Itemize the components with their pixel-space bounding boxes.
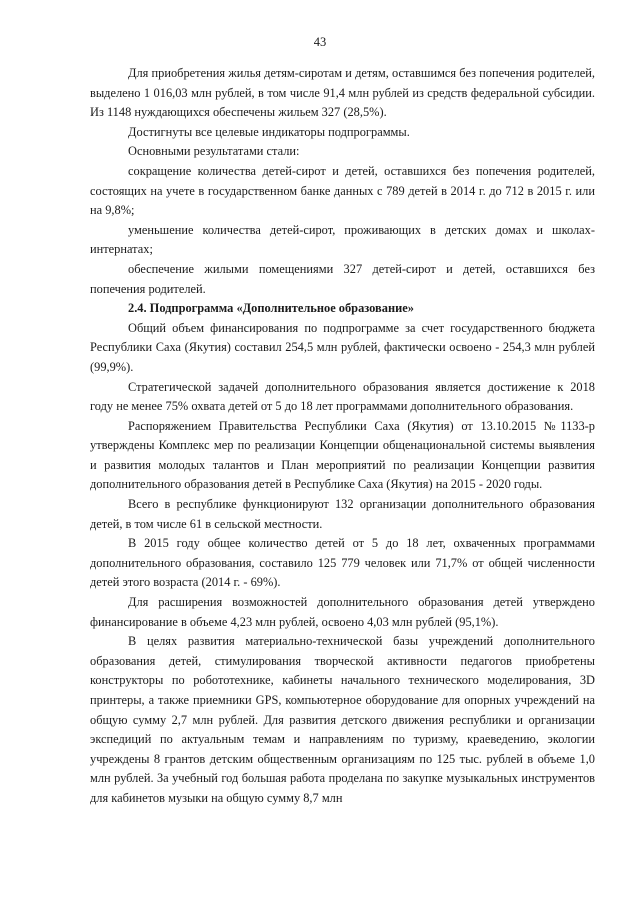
paragraph: Общий объем финансирования по подпрограмме за счет государственного бюджета Республики Саха (Якутия) составил 254,5 млн рублей, фактически освоено - 254,3 млн рублей (99,9%). — [90, 320, 595, 374]
paragraph: Основными результатами стали: — [128, 144, 300, 159]
paragraph: Достигнуты все целевые индикаторы подпрограммы. — [128, 124, 410, 139]
section-heading: 2.4. Подпрограмма «Дополнительное образование» — [128, 301, 414, 316]
paragraph: уменьшение количества детей-сирот, проживающих в детских домах и школах-интернатах; — [90, 222, 595, 257]
paragraph: сокращение количества детей-сирот и детей, оставшихся без попечения родителей, состоящих на учете в государственном банке данных с 789 детей в 2014 г. до 712 в 2015 г. или на 9,8%; — [90, 163, 595, 218]
paragraph: Для приобретения жилья детям-сиротам и детям, оставшимся без попечения родителей, выделено 1 016,03 млн рублей, в том числе 91,4 млн рублей из средств федеральной субсидии. Из 1148 нуждающихся обеспечены жильем 327 (28,5%). — [90, 66, 595, 120]
page-body — [90, 64, 595, 809]
paragraph: Стратегической задачей дополнительного образования является достижение к 2018 году не менее 75% охвата детей от 5 до 18 лет программами дополнительного образования. — [90, 379, 595, 414]
paragraph: обеспечение жилыми помещениями 327 детей-сирот и детей, оставшихся без попечения родителей. — [90, 261, 595, 296]
paragraph: Для расширения возможностей дополнительного образования детей утверждено финансирование в объеме 4,23 млн рублей, освоено 4,03 млн рублей (95,1%). — [90, 595, 595, 629]
paragraph: В 2015 году общее количество детей от 5 до 18 лет, охваченных программами дополнительного образования, составило 125 779 человек или 71,7% от общей численности детей этого возраста (2014 г. - 69%). — [90, 536, 595, 590]
page-number: 43 — [313, 35, 327, 49]
paragraph: Распоряжением Правительства Республики Саха (Якутия) от 13.10.2015 №1133-р утверждены Комплекс мер по реализации Концепции общенациональной системы выявления и развития молодых талантов и План мероприятий по реализации Концепции развития дополнительного образования детей в Республике Саха (Якутия) на 2015 - 2020 годы. — [90, 418, 595, 492]
paragraph: Всего в республике функционируют 132 организации дополнительного образования детей, в том числе 61 в сельской местности. — [90, 497, 595, 531]
paragraph: В целях развития материально-технической базы учреждений дополнительного образования детей, стимулирования творческой активности педагогов приобретены конструкторы по робототехнике, кабинеты начального технического моделирования, 3D принтеры, а также приемники GPS, компьютерное оборудование для опорных учреждений на общую сумму 2,7 млн рублей. Для развития детского движения республики и организации экспедиций по актуальным темам и направлениям по туризму, краеведению, экологии учреждены 8 грантов детским общественным организациям по 125 тыс. рублей в объеме 1,0 млн рублей. За учебный год большая работа проделана по закупке музыкальных инструментов для кабинетов музыки на общую сумму 8,7 млн — [90, 634, 595, 805]
